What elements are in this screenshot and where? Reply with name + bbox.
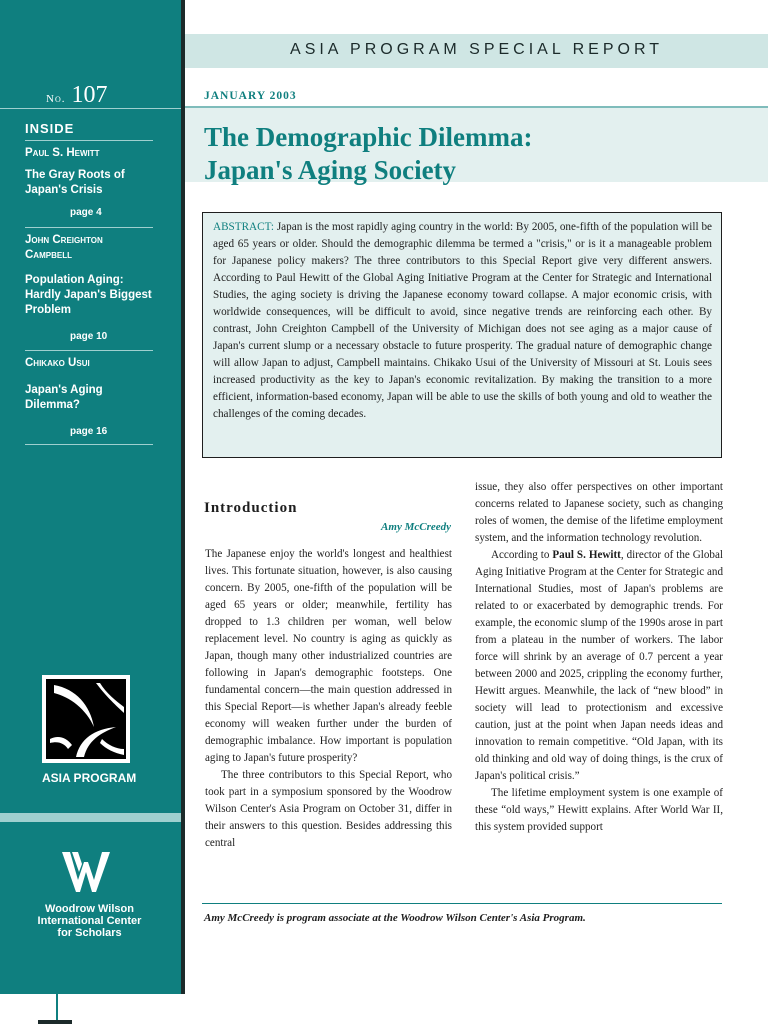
paragraph-text: According to bbox=[491, 549, 553, 561]
page-title-line2: Japan's Aging Society bbox=[204, 155, 457, 185]
author-footnote: Amy McCreedy is program associate at the Woodrow Wilson Center's Asia Program. bbox=[204, 912, 586, 924]
page-title-line1: The Demographic Dilemma: bbox=[204, 122, 533, 152]
paragraph: The lifetime employment system is one example of these “old ways,” Hewitt explains. After World War II, this system provided support bbox=[475, 787, 723, 833]
issue-date: JANUARY 2003 bbox=[204, 90, 297, 102]
toc-author-line: Campbell bbox=[25, 249, 72, 261]
issue-number-value: 107 bbox=[71, 82, 108, 108]
byline: Amy McCreedy bbox=[381, 521, 451, 533]
ww-name-line: Woodrow Wilson bbox=[45, 903, 134, 915]
toc-title-line: Dilemma? bbox=[25, 399, 80, 411]
issue-number-label: No. bbox=[46, 93, 66, 105]
asia-program-logo-icon bbox=[46, 679, 126, 759]
abstract-label: ABSTRACT: bbox=[213, 221, 274, 233]
paragraph: The Japanese enjoy the world's longest and healthiest lives. This fortunate situation, however, is also causing concern. By 2005, one-fifth of the population will be aged 65 years or older; meanwhile, fertility has dropped to 1.3 children per woman, well below replacement level. No country is aging as quickly as Japan, though many other industrialized countries are following in Japan's demographic footsteps. One fundamental concern—the main question addressed in this Special Report—is whether Japan's already feeble economy will weaken further under the burden of demographic imbalance. How important is population aging to Japan's future prosperity? bbox=[205, 548, 452, 764]
toc-title-line: Hardly Japan's Biggest bbox=[25, 289, 152, 301]
issue-number bbox=[46, 82, 107, 109]
toc-page-hewitt[interactable]: page 4 bbox=[70, 207, 102, 218]
abstract-text: Japan is the most rapidly aging country in the world: By 2005, one-fifth of the population will be aged 65 years or older. Should the demographic dilemma be termed a "crisis," or is it a manageable problem for Japanese policy makers? The three contributors to this Special Report give very different answers. According to Paul Hewitt of the Global Aging Initiative Program at the Center for Strategic and International Studies, the aging society is driving the Japanese economy toward collapse. A major economic crisis, with worldwide consequences, will be difficult to avoid, since negative trends are reinforcing each other. By contrast, John Creighton Campbell of the University of Michigan does not see aging as a major cause of Japan's current slump or a necessary obstacle to future prosperity. The gradual nature of demographic change will allow Japan to adjust, Campbell maintains. Chikako Usui of the University of Missouri at St. Louis sees increased productivity as the key to Japan's economic revitalization. By making the transition to a more efficient, information-based economy, Japan will be able to use the skills of both young and old to weather the challenges of the coming decades. bbox=[213, 221, 712, 420]
report-banner-text: ASIA PROGRAM SPECIAL REPORT bbox=[290, 41, 663, 58]
paragraph: The three contributors to this Special Report, who took part in a symposium sponsored by the Woodrow Wilson Center's Asia Program on October 31, differ in their answers to this question. Besides addressing this central bbox=[205, 769, 452, 849]
toc-author-hewitt: Paul S. Hewitt bbox=[25, 147, 100, 159]
article-column-1 bbox=[205, 546, 452, 852]
report-banner bbox=[185, 34, 768, 68]
woodrow-wilson-name bbox=[22, 903, 157, 939]
asia-program-logo bbox=[42, 675, 130, 763]
paragraph-text: , director of the Global Aging Initiative Program at the Center for Strategic and International Studies, most of Japan's problems are related to or exacerbated by demographic trends. For example, the economic slump of the 1990s arose in part from a plateau in the number of workers. The labor force will shrink by an average of 0.7 percent a year between 2000 and 2025, crippling the economy further, Hewitt argues. Meanwhile, the lack of “new blood” in society will lead to protectionism and excessive caution, just at the point when Japan needs ideas and innovation to remain competitive. “Old Japan, with its old thinking and old way of doing things, is the crux of Japan's political crisis.” bbox=[475, 549, 723, 782]
toc-title-line: Japan's Aging bbox=[25, 384, 103, 396]
ww-name-line: International Center bbox=[37, 915, 142, 927]
ww-name-line: for Scholars bbox=[57, 927, 122, 939]
toc-title-line: Japan's Crisis bbox=[25, 184, 103, 196]
issue-number-divider bbox=[0, 108, 181, 109]
paragraph: issue, they also offer perspectives on other important concerns related to Japanese society, such as changing roles of women, the demise of the lifetime employment system, and the information technology revolution. bbox=[475, 481, 723, 544]
author-name-bold: Paul S. Hewitt bbox=[552, 549, 621, 561]
toc-page-usui[interactable]: page 16 bbox=[70, 426, 108, 437]
toc-title-usui[interactable] bbox=[25, 383, 160, 413]
asia-program-label: ASIA PROGRAM bbox=[42, 771, 137, 785]
footnote-rule bbox=[202, 903, 722, 904]
toc-author-campbell bbox=[25, 233, 153, 263]
paragraph bbox=[475, 547, 723, 785]
toc-author-usui: Chikako Usui bbox=[25, 357, 90, 369]
toc-title-line: The Gray Roots of bbox=[25, 169, 125, 181]
toc-title-hewitt[interactable] bbox=[25, 168, 160, 198]
section-heading: Introduction bbox=[204, 500, 298, 516]
toc-rule bbox=[25, 227, 153, 228]
toc-author-line: John Creighton bbox=[25, 234, 103, 246]
sidebar-base-mark bbox=[38, 1020, 72, 1024]
toc-page-campbell[interactable]: page 10 bbox=[70, 331, 108, 342]
toc-title-line: Problem bbox=[25, 304, 72, 316]
toc-title-line: Population Aging: bbox=[25, 274, 124, 286]
article-column-2 bbox=[475, 479, 723, 836]
woodrow-wilson-logo-icon bbox=[62, 850, 114, 894]
inside-rule bbox=[25, 140, 153, 141]
toc-title-campbell[interactable] bbox=[25, 273, 160, 318]
sidebar-band bbox=[0, 813, 181, 822]
abstract-box bbox=[202, 212, 722, 458]
toc-rule bbox=[25, 350, 153, 351]
toc-rule bbox=[25, 444, 153, 445]
inside-heading: INSIDE bbox=[25, 121, 75, 136]
